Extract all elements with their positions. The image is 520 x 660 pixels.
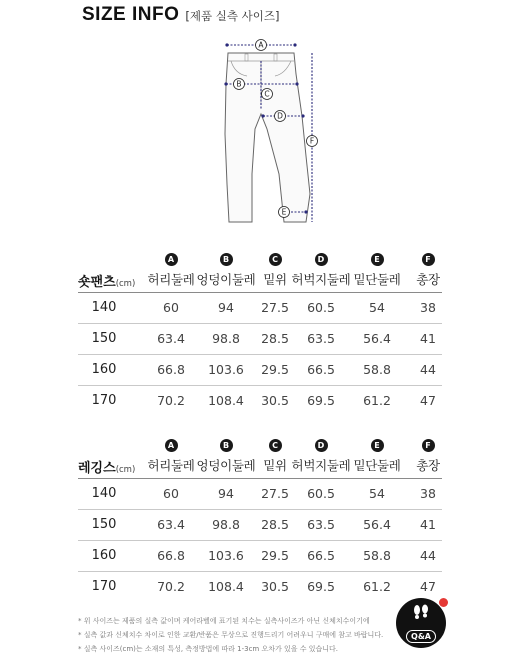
column-header-length: F 총장 bbox=[416, 441, 440, 473]
diagram-label-a bbox=[256, 40, 267, 51]
notification-dot bbox=[439, 598, 448, 607]
table-row: 140 60 94 27.5 60.5 54 38 bbox=[91, 300, 436, 315]
note-line: * 실측 값과 신체치수 차이로 인한 교환/반품은 무상으로 진행드리기 어려우니 구매에 참고 바랍니다. bbox=[78, 631, 384, 639]
table-row: 150 63.4 98.8 28.5 63.5 56.4 41 bbox=[91, 517, 436, 532]
footprints-icon bbox=[396, 604, 446, 624]
page-title: SIZE INFO bbox=[82, 4, 180, 25]
table-name: 숏팬츠(cm) bbox=[78, 275, 136, 290]
size-info-heading bbox=[82, 4, 279, 26]
size-table-leggings bbox=[78, 426, 442, 602]
diagram-label-f bbox=[307, 136, 318, 147]
qa-button-label: Q&A bbox=[406, 630, 436, 643]
table-row: 150 63.4 98.8 28.5 63.5 56.4 41 bbox=[91, 331, 436, 346]
svg-text:B: B bbox=[236, 79, 242, 89]
table-header bbox=[78, 240, 442, 292]
size-table-short-pants bbox=[78, 240, 442, 416]
diagram-label-c bbox=[262, 89, 273, 100]
column-header-rise: C 밑위 bbox=[263, 441, 287, 473]
table-header bbox=[78, 426, 442, 478]
table-name: 레깅스(cm) bbox=[78, 461, 136, 476]
svg-text:D: D bbox=[277, 111, 283, 121]
svg-text:C: C bbox=[264, 89, 270, 99]
diagram-label-e bbox=[279, 207, 290, 218]
page-subtitle: [제품 실측 사이즈] bbox=[185, 9, 280, 23]
table-row: 170 70.2 108.4 30.5 69.5 61.2 47 bbox=[91, 393, 436, 408]
svg-text:A: A bbox=[258, 40, 264, 50]
column-header-hip: B 엉덩이둘레 bbox=[196, 255, 256, 287]
table-row: 160 66.8 103.6 29.5 66.5 58.8 44 bbox=[91, 548, 436, 563]
column-header-hem: E 밑단둘레 bbox=[353, 255, 401, 287]
pants-measurement-diagram bbox=[205, 34, 325, 224]
note-line: * 위 사이즈는 제품의 실측 값이며 케어라벨에 표기된 치수는 실측사이즈가 아닌 신체치수이기에 bbox=[78, 617, 370, 625]
column-header-hem: E 밑단둘레 bbox=[353, 441, 401, 473]
qa-chat-button[interactable] bbox=[396, 598, 446, 648]
column-header-hip: B 엉덩이둘레 bbox=[196, 441, 256, 473]
column-header-thigh: D 허벅지둘레 bbox=[291, 255, 351, 287]
table-row: 160 66.8 103.6 29.5 66.5 58.8 44 bbox=[91, 362, 436, 377]
diagram-label-b bbox=[234, 79, 245, 90]
column-header-rise: C 밑위 bbox=[263, 255, 287, 287]
table-row: 140 60 94 27.5 60.5 54 38 bbox=[91, 486, 436, 501]
table-row: 170 70.2 108.4 30.5 69.5 61.2 47 bbox=[91, 579, 436, 594]
column-header-thigh: D 허벅지둘레 bbox=[291, 441, 351, 473]
svg-text:E: E bbox=[281, 207, 287, 217]
svg-text:F: F bbox=[309, 136, 315, 146]
diagram-label-d bbox=[275, 111, 286, 122]
note-line: * 실측 사이즈(cm)는 소재의 특성, 측정방법에 따라 1-3cm 오차가 있을 수 있습니다. bbox=[78, 645, 338, 653]
column-header-waist: A 허리둘레 bbox=[147, 441, 195, 473]
size-notes bbox=[78, 614, 448, 656]
column-header-waist: A 허리둘레 bbox=[147, 255, 195, 287]
column-header-length: F 총장 bbox=[416, 255, 440, 287]
